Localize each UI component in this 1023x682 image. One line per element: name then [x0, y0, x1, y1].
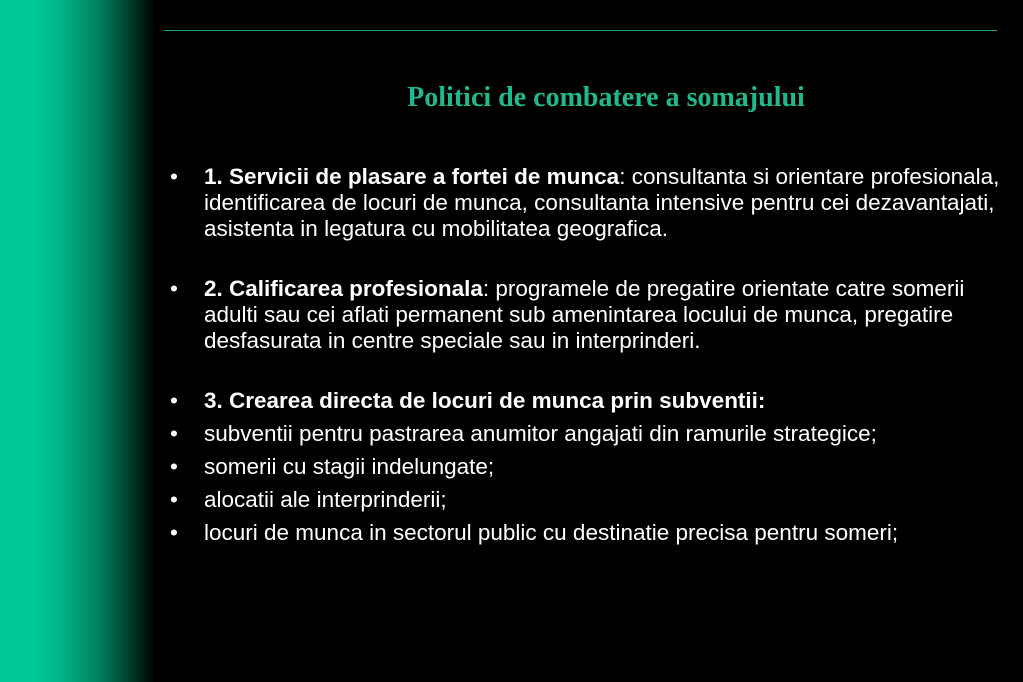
bullet-item-public-sector-jobs [168, 520, 1004, 546]
bullet-icon: • [170, 164, 178, 189]
bullet-text: : programele de pregatire orientate catre somerii adulti sau cei aflati permanent sub amenintarea locului de munca, pregatire desfasurata in centre speciale sau in interprinderi. [204, 276, 965, 353]
bullet-item-long-term-unemployed [168, 454, 1004, 480]
bullet-item-subsidies-strategic [168, 421, 1004, 447]
bullet-text: locuri de munca in sectorul public cu destinatie precisa pentru someri; [204, 520, 899, 545]
bullet-heading: 2. Calificarea profesionala [204, 276, 483, 301]
bullet-icon: • [170, 388, 178, 413]
slide-title: Politici de combatere a somajului [407, 82, 805, 113]
bullet-icon: • [170, 487, 178, 512]
bullet-heading: 1. Servicii de plasare a fortei de munca [204, 164, 620, 189]
bullet-item-enterprise-allowances [168, 487, 1004, 513]
bullet-icon: • [170, 520, 178, 545]
bullet-item-placement-services [168, 164, 1004, 242]
bullet-item-direct-job-creation [168, 388, 1004, 414]
bullet-icon: • [170, 276, 178, 301]
bullet-heading: 3. Crearea directa de locuri de munca prin subventii: [204, 388, 766, 413]
bullet-text: subventii pentru pastrarea anumitor angajati din ramurile strategice; [204, 421, 877, 446]
bullet-text: alocatii ale interprinderii; [204, 487, 447, 512]
decorative-side-band [0, 0, 156, 682]
title-divider-line [164, 30, 997, 31]
bullet-item-professional-qualification [168, 276, 1004, 354]
bullet-text: somerii cu stagii indelungate; [204, 454, 495, 479]
bullet-icon: • [170, 421, 178, 446]
bullet-icon: • [170, 454, 178, 479]
bullet-list [168, 164, 1004, 546]
bullet-text: : consultanta si orientare profesionala, identificarea de locuri de munca, consultanta intensive pentru cei dezavantajati, asistenta in legatura cu mobilitatea geografica. [204, 164, 1000, 241]
